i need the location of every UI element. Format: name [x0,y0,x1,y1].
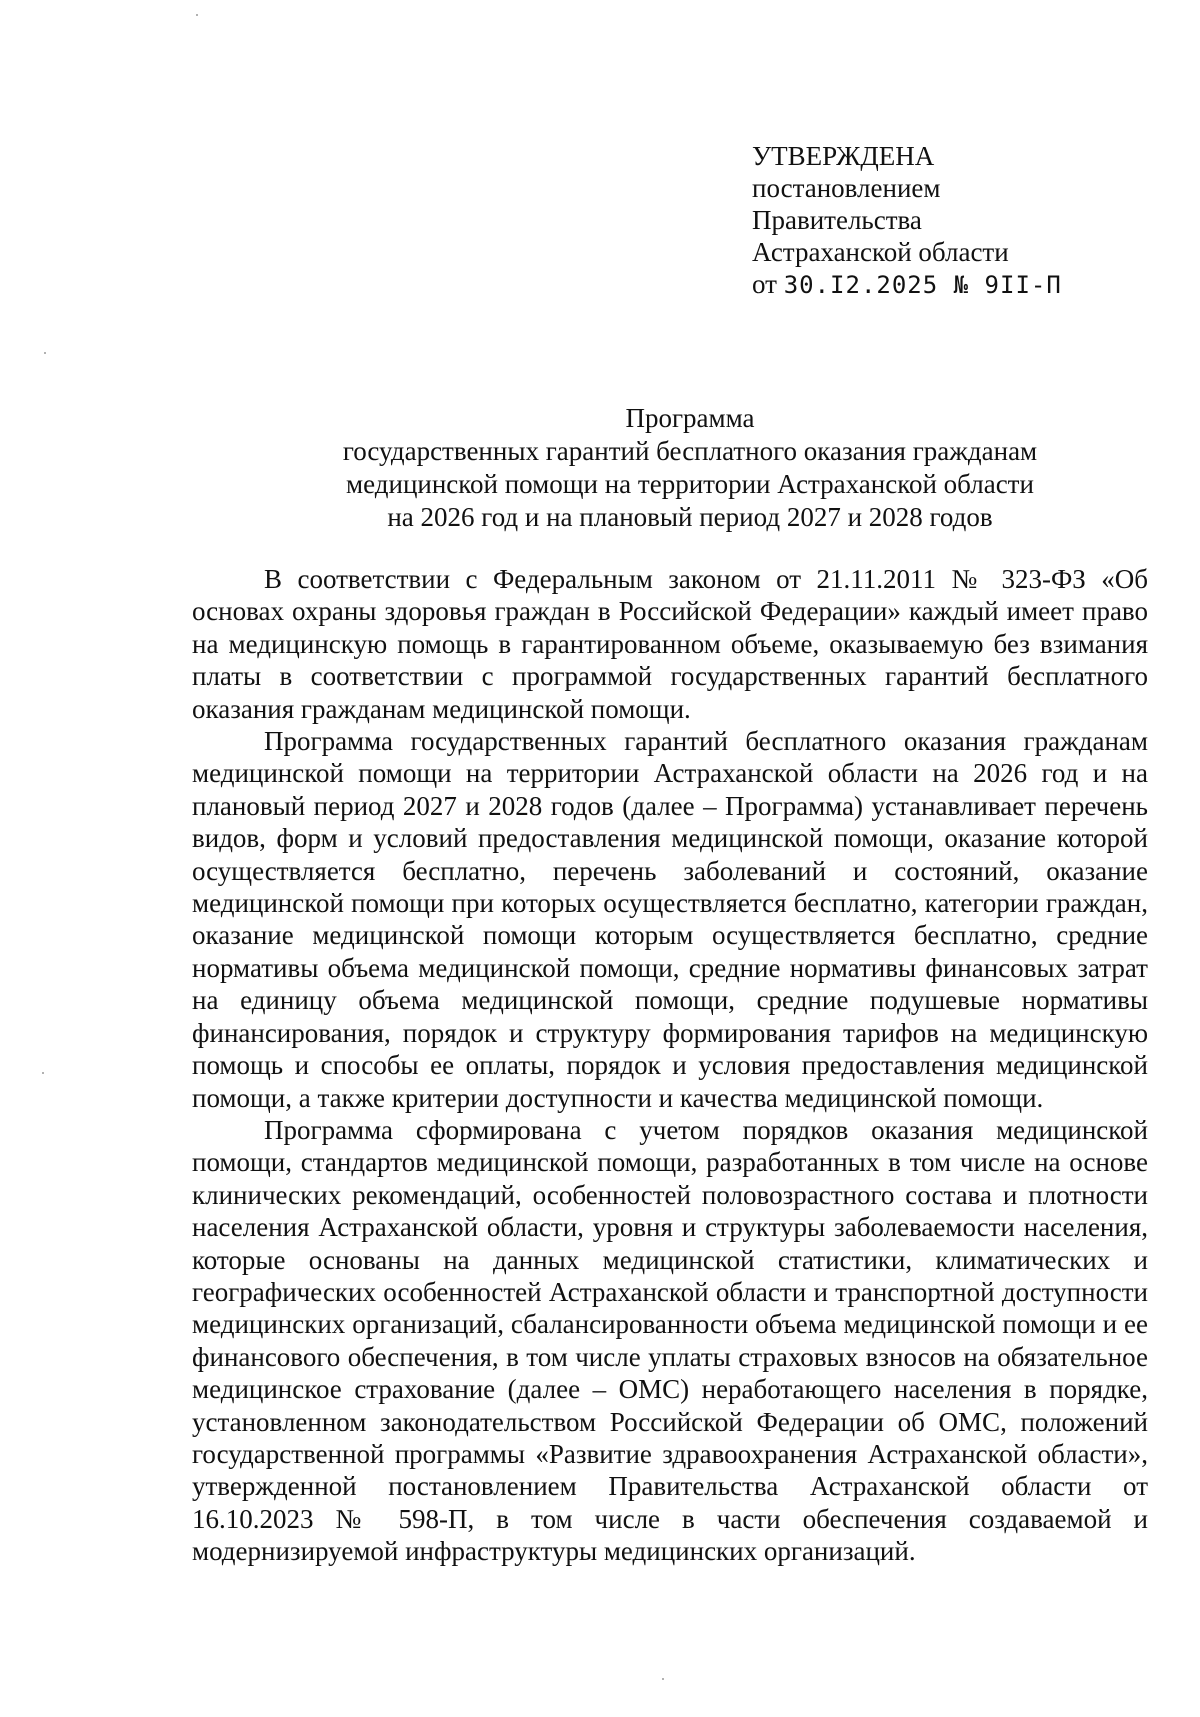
title-line-3: медицинской помощи на территории Астраханской области [346,469,1034,499]
title-line-1: Программа [625,403,755,433]
title-line-2: государственных гарантий бесплатного оказания гражданам [342,436,1038,466]
approval-date-prefix: от [752,269,777,299]
document-body [192,563,1148,1568]
scan-speck [196,14,198,16]
approval-stamp-block [752,140,1062,301]
approval-date-line [752,268,1062,301]
document-title [190,402,1190,534]
title-line-4: на 2026 год и на плановый период 2027 и 2028 годов [387,502,993,532]
approval-date-number: 30.I2.2025 № 9II-П [783,271,1062,299]
approval-line-resolution: постановлением [752,173,941,203]
paragraph-2: Программа государственных гарантий бесплатного оказания гражданам медицинской помощи на территории Астраханской области на 2026 год и на плановый период 2027 и 2028 годов (далее – Программа) устанавливает перечень видов, форм и условий предоставления медицинской помощи, оказание которой осуществляется бесплатно, перечень заболеваний и состояний, оказание медицинской помощи при которых осуществляется бесплатно, категории граждан, оказание медицинской помощи которым осуществляется бесплатно, средние нормативы объема медицинской помощи, средние нормативы финансовых затрат на единицу объема медицинской помощи, средние подушевые нормативы финансирования, порядок и структуру формирования тарифов на медицинскую помощь и способы ее оплаты, порядок и условия предоставления медицинской помощи, а также критерии доступности и качества медицинской помощи. [192,726,1148,1113]
scan-speck [662,1678,664,1680]
approval-heading: УТВЕРЖДЕНА [752,141,935,171]
paragraph-1: В соответствии с Федеральным законом от 21.11.2011 № 323-ФЗ «Об основах охраны здоровья граждан в Российской Федерации» каждый имеет право на медицинскую помощь в гарантированном объеме, оказываемую без взимания платы в соответствии с программой государственных гарантий бесплатного оказания гражданам медицинской помощи. [192,564,1148,724]
scan-speck [42,1072,44,1074]
approval-line-region: Астраханской области [752,237,1009,267]
approval-line-government: Правительства [752,205,922,235]
paragraph-3: Программа сформирована с учетом порядков оказания медицинской помощи, стандартов медицинской помощи, разработанных в том числе на основе клинических рекомендаций, особенностей половозрастного состава и плотности населения Астраханской области, уровня и структуры заболеваемости населения, которые основаны на данных медицинской статистики, климатических и географических особенностей Астраханской области и транспортной доступности медицинских организаций, сбалансированности объема медицинской помощи и ее финансового обеспечения, в том числе уплаты страховых взносов на обязательное медицинское страхование (далее – ОМС) неработающего населения в порядке, установленном законодательством Российской Федерации об ОМС, положений государственной программы «Развитие здравоохранения Астраханской области», утвержденной постановлением Правительства Астраханской области от 16.10.2023 № 598-П, в том числе в части обеспечения создаваемой и модернизируемой инфраструктуры медицинских организаций. [192,1114,1148,1567]
scan-speck [44,352,46,354]
